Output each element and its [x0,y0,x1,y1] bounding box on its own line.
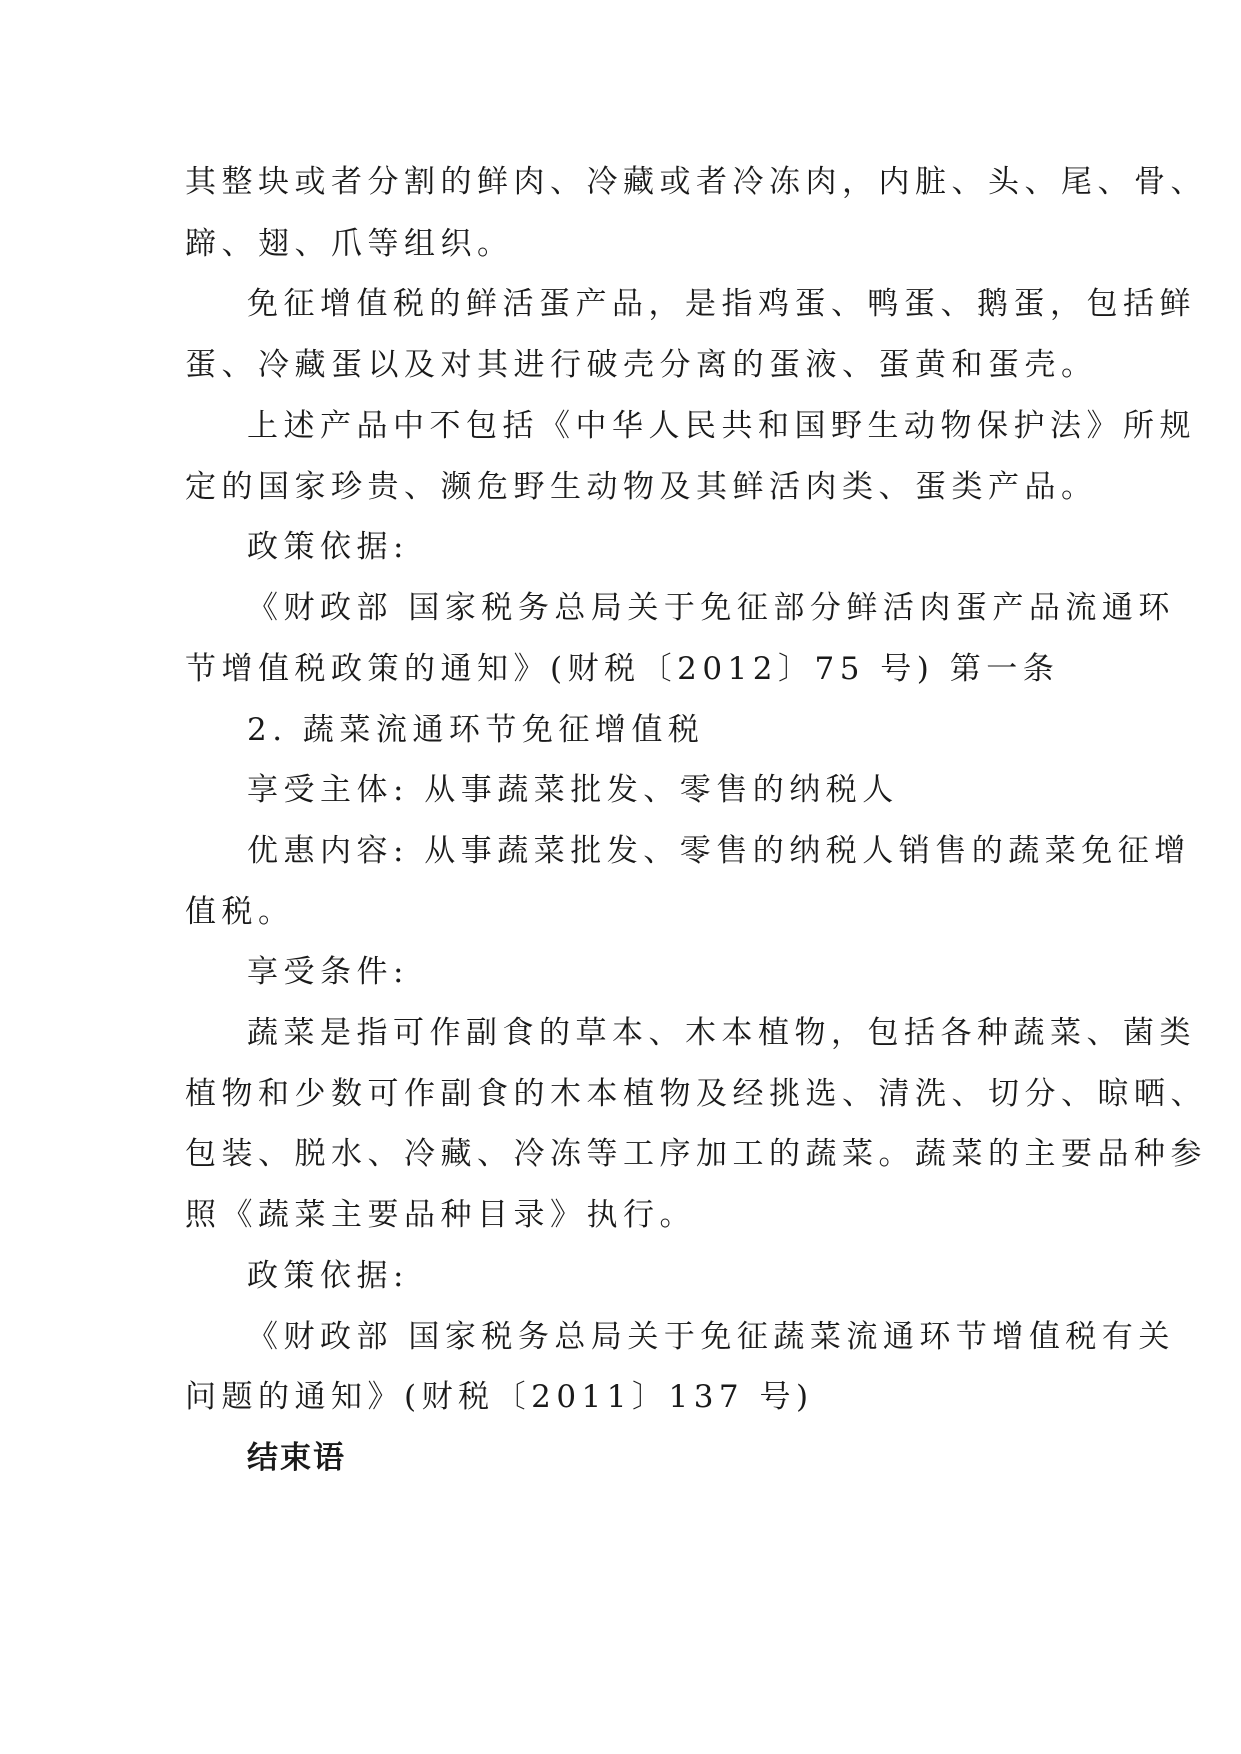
paragraph-line: 免征增值税的鲜活蛋产品，是指鸡蛋、鸭蛋、鹅蛋，包括鲜 [247,286,1196,322]
reference-line: 节增值税政策的通知》(财税〔2012〕75 号) 第一条 [185,651,1060,687]
paragraph-line: 蹄、翅、爪等组织。 [185,226,514,262]
paragraph-line: 植物和少数可作副食的木本植物及经挑选、清洗、切分、晾晒、 [185,1076,1207,1112]
paragraph-line: 蔬菜是指可作副食的草本、木本植物，包括各种蔬菜、菌类 [247,1015,1196,1051]
paragraph-line: 享受主体: 从事蔬菜批发、零售的纳税人 [247,772,899,808]
paragraph-line: 享受条件: [247,954,409,990]
policy-basis-label: 政策依据: [247,529,409,565]
paragraph-line: 定的国家珍贵、濒危野生动物及其鲜活肉类、蛋类产品。 [185,469,1098,505]
paragraph-line: 上述产品中不包括《中华人民共和国野生动物保护法》所规 [247,408,1196,444]
paragraph-line: 其整块或者分割的鲜肉、冷藏或者冷冻肉，内脏、头、尾、骨、 [185,164,1207,200]
reference-line: 《财政部 国家税务总局关于免征蔬菜流通环节增值税有关 [247,1319,1175,1355]
paragraph-line: 蛋、冷藏蛋以及对其进行破壳分离的蛋液、蛋黄和蛋壳。 [185,347,1098,383]
paragraph-line: 照《蔬菜主要品种目录》执行。 [185,1197,696,1233]
closing-heading: 结束语 [247,1440,346,1476]
policy-basis-label: 政策依据: [247,1258,409,1294]
reference-line: 问题的通知》(财税〔2011〕137 号) [185,1379,814,1415]
paragraph-line: 值税。 [185,894,295,930]
reference-line: 《财政部 国家税务总局关于免征部分鲜活肉蛋产品流通环 [247,590,1175,626]
section-title: 2. 蔬菜流通环节免征增值税 [247,712,705,748]
paragraph-line: 包装、脱水、冷藏、冷冻等工序加工的蔬菜。蔬菜的主要品种参 [185,1136,1207,1172]
paragraph-line: 优惠内容: 从事蔬菜批发、零售的纳税人销售的蔬菜免征增 [247,833,1191,869]
